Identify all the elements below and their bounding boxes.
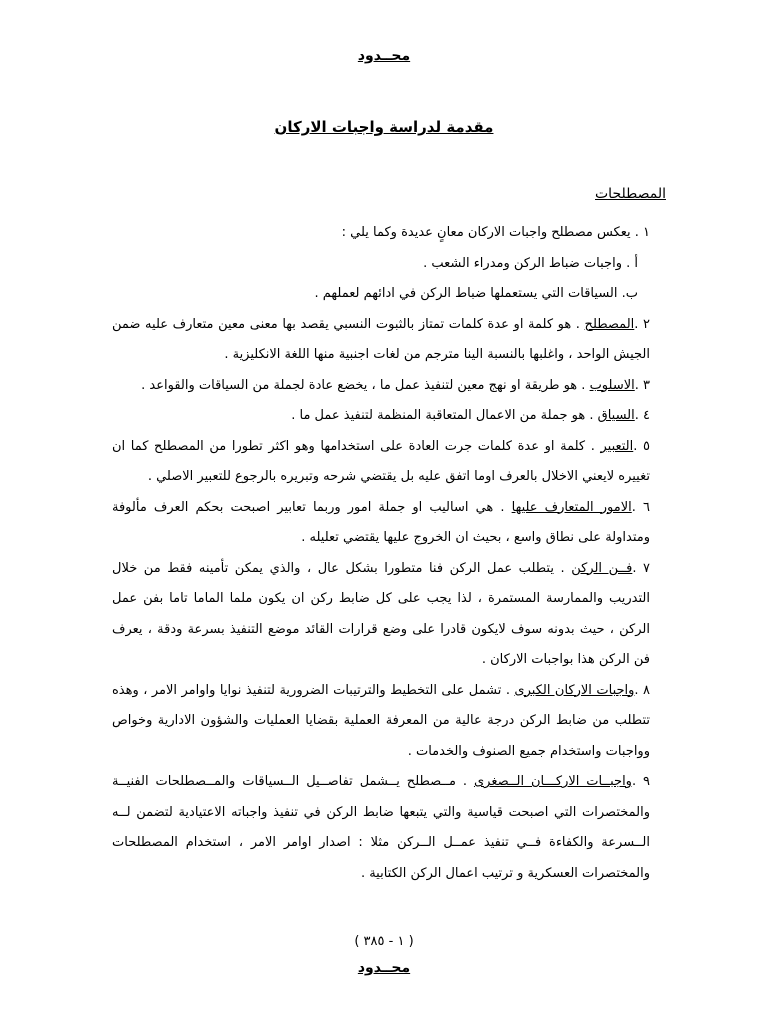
page-number: ( ١ - ٣٨٥ ) (354, 934, 414, 949)
sub-item: أ . واجبات ضباط الركن ومدراء الشعب . (423, 255, 638, 271)
item-number: ٢ . (634, 316, 651, 332)
classification-header: محــدود (357, 48, 411, 64)
item-number: ٧ . (632, 560, 651, 576)
page-title: مقدمة لدراسة واجبات الاركان (274, 118, 494, 136)
item-text: . هي اساليب او جملة امور وربما تعابير اصبحت بحكم العرف مألوفة ومتداولة على نطاق واسع ، بحيث ان الخروج عليها يقتضي تعليله . (112, 499, 650, 545)
item-term: واجبات الاركان الكبرى (514, 682, 635, 698)
item-term: الاسلوب (589, 377, 635, 393)
list-item (112, 554, 650, 676)
list-item (112, 310, 650, 371)
item-text: . هو جملة من الاعمال المتعاقبة المنظمة لتنفيذ عمل ما . (291, 408, 598, 423)
list-item (112, 432, 650, 493)
item-term: الامور المتعارف عليها (511, 499, 632, 515)
item-text: . هو طريقة او نهج معين لتنفيذ عمل ما ، يخضع عادة لجملة من السياقات والقواعد . (141, 377, 590, 393)
item-term: فــن الركن (571, 560, 633, 576)
list-item (112, 767, 650, 889)
sub-item: ب. السياقات التي يستعملها ضباط الركن في ادائهم لعملهم . (314, 286, 638, 301)
list-item (112, 676, 650, 768)
item-number: ٥ . (633, 438, 651, 454)
list-item (112, 371, 650, 402)
section-heading: المصطلحات (595, 186, 666, 202)
list-item (112, 401, 650, 432)
item-text: . كلمة او عدة كلمات جرت العادة على استخدامها وهو اكثر تطورا من المصطلح كما ان تغييره لايعني الاخلال بالعرف اوما اتفق عليه بل يقتضي شرحه وتبريره بالرجوع للتعبير الاصلي . (112, 438, 650, 484)
item-number: ٨ . (634, 682, 650, 698)
item-number: ٦ . (631, 499, 650, 515)
item-term: واجبــات الاركـــان الــصغرى (473, 774, 632, 789)
item-number: ٩ . (631, 774, 650, 789)
item-text: . هو كلمة او عدة كلمات تمتاز بالثبوت النسبي يقصد بها معنى معين متعارف عليه ضمن الجيش الواحد ، واغلبها بالنسبة الينا مترجم من لغات اجنبية منها اللغة الانكليزية . (112, 316, 650, 362)
item-text: . تشمل على التخطيط والترتيبات الضرورية لتنفيذ نوايا واوامر الامر ، وهذه تتطلب من ضابط الركن درجة عالية من المعرفة العملية بقضايا العمليات والشؤون الادارية وخواص وواجبات واستخدام جميع الصنوف والخدمات . (112, 682, 650, 759)
list-item (112, 493, 650, 554)
item-term: التعبير (600, 438, 634, 454)
item-term: المصطلح (584, 316, 635, 332)
list-item (112, 218, 650, 249)
item-number: ٣ . (634, 377, 650, 393)
item-text: . يتطلب عمل الركن فنا متطورا بشكل عال ، والذي يمكن تأمينه فقط من خلال التدريب والممارسة المستمرة ، لذا يجب على كل ضابط ركن ان يكون ملما الماما تاما بفن عمل الركن ، حيث بدونه سوف لايكون قادرا على وضع قرارات القائد موضع التنفيذ بسرعة ودقة ، يعرف فن الركن هذا بواجبات الاركان . (112, 560, 650, 667)
item-number: ٤ . (634, 408, 650, 423)
item-number: ١ . (634, 225, 650, 240)
classification-footer: محــدود (357, 960, 411, 976)
item-term: السياق (597, 408, 635, 423)
body-text (112, 218, 650, 889)
item-text: يعكس مصطلح واجبات الاركان معانٍ عديدة وكما يلي : (341, 225, 631, 240)
item-text: . مــصطلح يــشمل تفاصــيل الــسياقات والمــصطلحات الفنيــة والمختصرات التي اصبحت قياسية والتي يتبعها ضابط الركن في تنفيذ واجباته الاعتيادية لتضمن لــه الــسرعة والكفاءة فــي تنفيذ عمــل الــركن مثلا : اصدار اوامر الامر ، استخدام المصطلحات والمختصرات العسكرية و ترتيب اعمال الركن الكتابية . (112, 774, 650, 881)
